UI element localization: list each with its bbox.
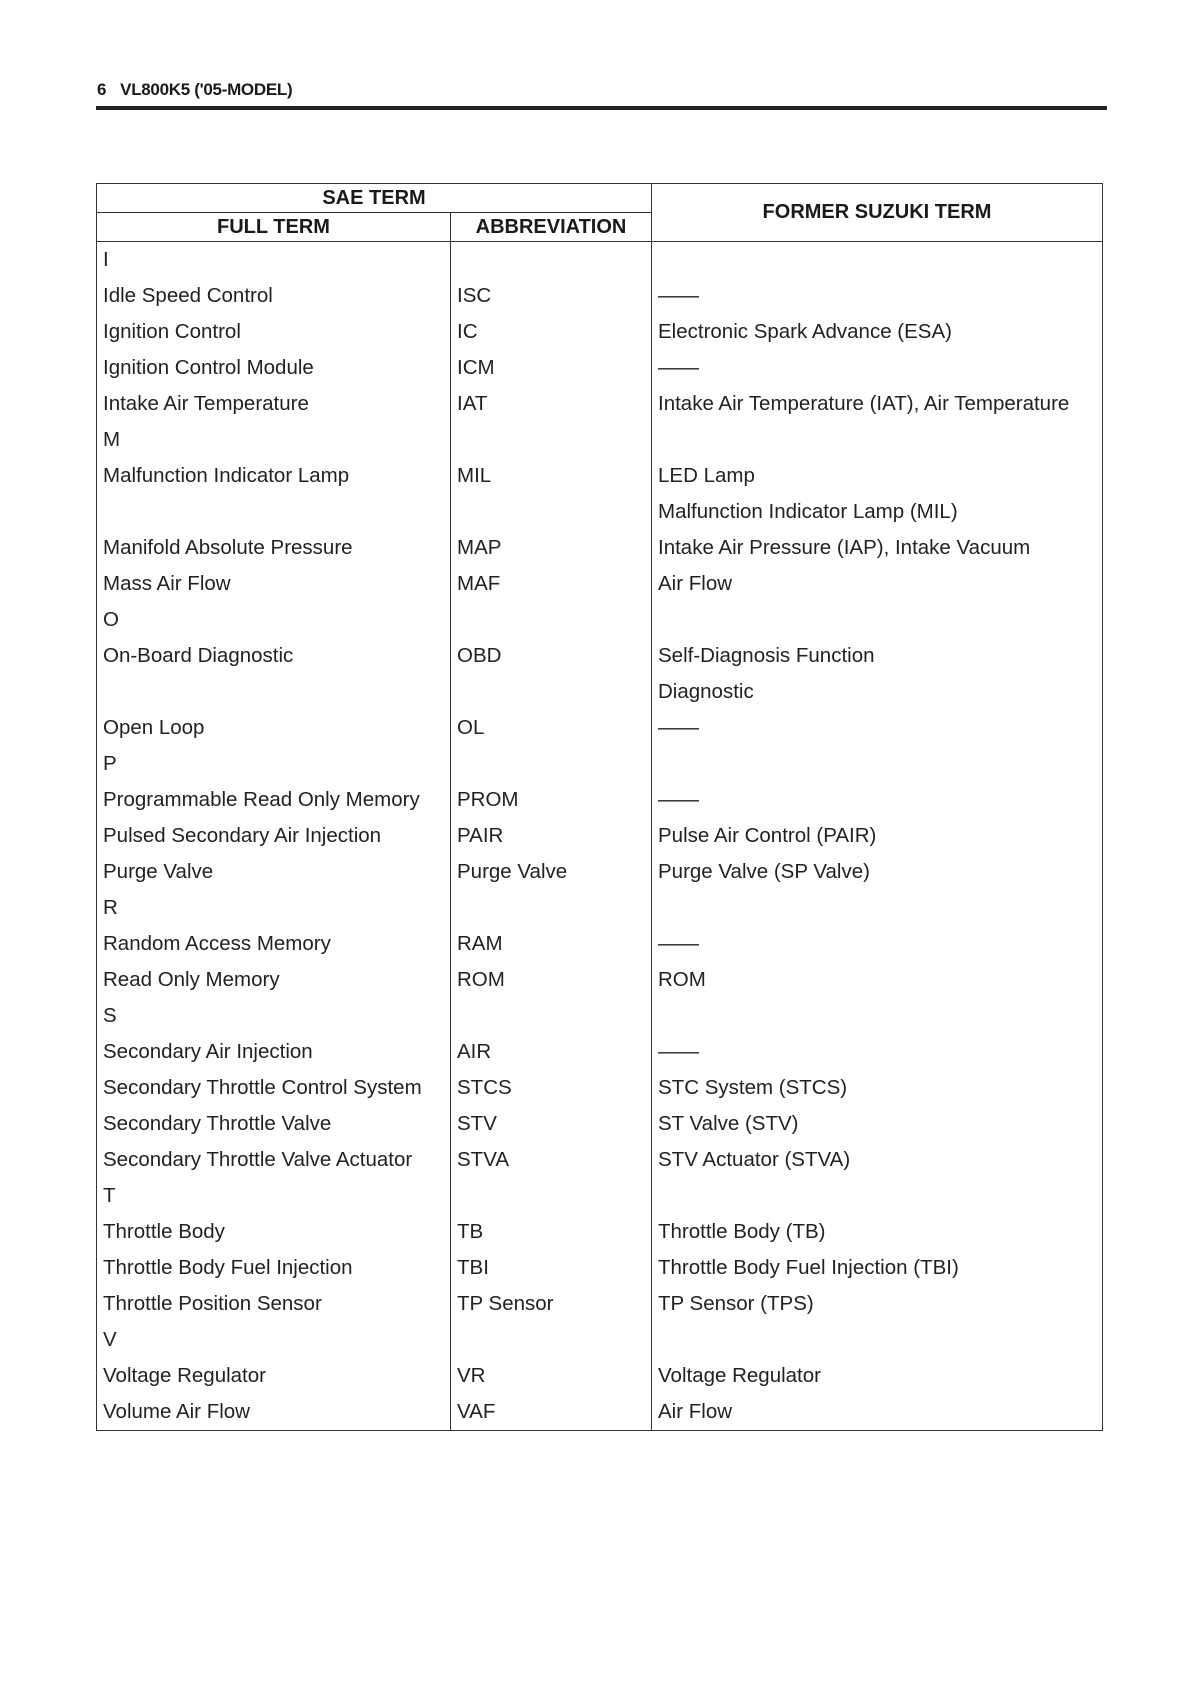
abbreviation-header: ABBREVIATION <box>451 213 652 242</box>
former-term-cell: —— <box>652 710 1103 746</box>
table-row <box>97 1178 1103 1214</box>
full-term-cell: Malfunction Indicator Lamp <box>97 458 451 494</box>
full-term-cell: Volume Air Flow <box>97 1394 451 1431</box>
table-row <box>97 1034 1103 1070</box>
former-term-cell: —— <box>652 278 1103 314</box>
abbreviation-cell: STCS <box>451 1070 652 1106</box>
full-term-cell: Secondary Throttle Valve Actuator <box>97 1142 451 1178</box>
full-term-cell: Secondary Throttle Valve <box>97 1106 451 1142</box>
table-row <box>97 962 1103 998</box>
former-term-cell <box>652 242 1103 279</box>
abbreviation-cell: TB <box>451 1214 652 1250</box>
abbreviation-cell <box>451 674 652 710</box>
abbreviation-cell: VAF <box>451 1394 652 1431</box>
table-row <box>97 674 1103 710</box>
table-row <box>97 746 1103 782</box>
abbreviation-cell: RAM <box>451 926 652 962</box>
model-title: VL800K5 ('05-MODEL) <box>120 80 293 99</box>
full-term-cell: Throttle Body Fuel Injection <box>97 1250 451 1286</box>
abbreviation-cell: OL <box>451 710 652 746</box>
abbreviation-cell <box>451 494 652 530</box>
abbreviation-cell: MIL <box>451 458 652 494</box>
table-row <box>97 782 1103 818</box>
header-rule <box>96 106 1107 110</box>
abbreviation-cell <box>451 746 652 782</box>
former-term-cell: Air Flow <box>652 566 1103 602</box>
table-row <box>97 818 1103 854</box>
former-term-cell: LED Lamp <box>652 458 1103 494</box>
abbreviation-cell: PAIR <box>451 818 652 854</box>
abbreviation-cell: MAP <box>451 530 652 566</box>
full-term-cell: R <box>97 890 451 926</box>
full-term-cell: Random Access Memory <box>97 926 451 962</box>
table-row <box>97 1070 1103 1106</box>
full-term-header: FULL TERM <box>97 213 451 242</box>
abbreviation-cell: MAF <box>451 566 652 602</box>
former-term-cell: Air Flow <box>652 1394 1103 1431</box>
page-header <box>97 80 292 100</box>
table-row <box>97 998 1103 1034</box>
table-row <box>97 1322 1103 1358</box>
table-row <box>97 1250 1103 1286</box>
abbreviation-cell: VR <box>451 1358 652 1394</box>
table-row <box>97 494 1103 530</box>
table-row <box>97 566 1103 602</box>
full-term-cell: M <box>97 422 451 458</box>
former-term-cell <box>652 422 1103 458</box>
former-term-cell: STC System (STCS) <box>652 1070 1103 1106</box>
table-row <box>97 926 1103 962</box>
full-term-cell: On-Board Diagnostic <box>97 638 451 674</box>
full-term-cell: I <box>97 242 451 279</box>
full-term-cell: Throttle Position Sensor <box>97 1286 451 1322</box>
former-term-cell <box>652 746 1103 782</box>
full-term-cell: O <box>97 602 451 638</box>
full-term-cell: Manifold Absolute Pressure <box>97 530 451 566</box>
abbreviation-cell: IAT <box>451 386 652 422</box>
table-body <box>97 242 1103 1431</box>
abbreviation-cell: AIR <box>451 1034 652 1070</box>
full-term-cell: Secondary Throttle Control System <box>97 1070 451 1106</box>
full-term-cell: Intake Air Temperature <box>97 386 451 422</box>
former-term-cell: ST Valve (STV) <box>652 1106 1103 1142</box>
full-term-cell: Ignition Control Module <box>97 350 451 386</box>
former-term-cell: Intake Air Pressure (IAP), Intake Vacuum <box>652 530 1103 566</box>
full-term-cell: V <box>97 1322 451 1358</box>
sae-term-header: SAE TERM <box>97 184 652 213</box>
full-term-cell: Throttle Body <box>97 1214 451 1250</box>
abbreviation-cell <box>451 1322 652 1358</box>
abbreviation-cell: TBI <box>451 1250 652 1286</box>
abbreviation-cell: STVA <box>451 1142 652 1178</box>
former-term-cell: —— <box>652 350 1103 386</box>
former-term-cell: —— <box>652 782 1103 818</box>
full-term-cell: T <box>97 1178 451 1214</box>
abbreviation-cell: IC <box>451 314 652 350</box>
former-term-cell: Throttle Body Fuel Injection (TBI) <box>652 1250 1103 1286</box>
table-row <box>97 1358 1103 1394</box>
table-row <box>97 350 1103 386</box>
former-term-cell: Diagnostic <box>652 674 1103 710</box>
full-term-cell: Programmable Read Only Memory <box>97 782 451 818</box>
terms-table <box>96 183 1103 1431</box>
abbreviation-cell: ICM <box>451 350 652 386</box>
full-term-cell: Idle Speed Control <box>97 278 451 314</box>
table-row <box>97 1214 1103 1250</box>
full-term-cell: Read Only Memory <box>97 962 451 998</box>
table-row <box>97 422 1103 458</box>
table-row <box>97 278 1103 314</box>
abbreviation-cell <box>451 602 652 638</box>
former-term-cell: —— <box>652 926 1103 962</box>
abbreviation-cell: ROM <box>451 962 652 998</box>
former-term-cell: Intake Air Temperature (IAT), Air Temperature <box>652 386 1103 422</box>
table-row <box>97 386 1103 422</box>
abbreviation-cell <box>451 890 652 926</box>
abbreviation-cell <box>451 1178 652 1214</box>
former-term-cell <box>652 1178 1103 1214</box>
former-term-cell: Voltage Regulator <box>652 1358 1103 1394</box>
full-term-cell: Purge Valve <box>97 854 451 890</box>
former-term-cell: Self-Diagnosis Function <box>652 638 1103 674</box>
former-term-cell: Pulse Air Control (PAIR) <box>652 818 1103 854</box>
former-term-cell: —— <box>652 1034 1103 1070</box>
table-row <box>97 710 1103 746</box>
abbreviation-cell: ISC <box>451 278 652 314</box>
table-row <box>97 1142 1103 1178</box>
former-suzuki-term-header: FORMER SUZUKI TERM <box>652 184 1103 242</box>
abbreviation-cell: OBD <box>451 638 652 674</box>
former-term-cell: TP Sensor (TPS) <box>652 1286 1103 1322</box>
former-term-cell <box>652 602 1103 638</box>
table-row <box>97 314 1103 350</box>
former-term-cell <box>652 998 1103 1034</box>
abbreviation-cell: PROM <box>451 782 652 818</box>
former-term-cell: ROM <box>652 962 1103 998</box>
full-term-cell: Ignition Control <box>97 314 451 350</box>
former-term-cell: Malfunction Indicator Lamp (MIL) <box>652 494 1103 530</box>
table-row <box>97 890 1103 926</box>
former-term-cell <box>652 890 1103 926</box>
table-row <box>97 1286 1103 1322</box>
table-head <box>97 184 1103 242</box>
abbreviation-cell <box>451 998 652 1034</box>
abbreviation-cell <box>451 242 652 279</box>
table-row <box>97 1106 1103 1142</box>
page-number: 6 <box>97 80 107 99</box>
former-term-cell: Purge Valve (SP Valve) <box>652 854 1103 890</box>
former-term-cell <box>652 1322 1103 1358</box>
table-row <box>97 638 1103 674</box>
table-row <box>97 1394 1103 1431</box>
full-term-cell <box>97 494 451 530</box>
full-term-cell: Mass Air Flow <box>97 566 451 602</box>
full-term-cell: P <box>97 746 451 782</box>
full-term-cell <box>97 674 451 710</box>
table-row <box>97 602 1103 638</box>
table-row <box>97 242 1103 279</box>
full-term-cell: Pulsed Secondary Air Injection <box>97 818 451 854</box>
table-row <box>97 530 1103 566</box>
table-row <box>97 458 1103 494</box>
former-term-cell: STV Actuator (STVA) <box>652 1142 1103 1178</box>
abbreviation-cell: TP Sensor <box>451 1286 652 1322</box>
full-term-cell: Voltage Regulator <box>97 1358 451 1394</box>
table-row <box>97 854 1103 890</box>
abbreviation-cell <box>451 422 652 458</box>
full-term-cell: S <box>97 998 451 1034</box>
full-term-cell: Open Loop <box>97 710 451 746</box>
abbreviation-cell: Purge Valve <box>451 854 652 890</box>
full-term-cell: Secondary Air Injection <box>97 1034 451 1070</box>
abbreviation-cell: STV <box>451 1106 652 1142</box>
former-term-cell: Throttle Body (TB) <box>652 1214 1103 1250</box>
former-term-cell: Electronic Spark Advance (ESA) <box>652 314 1103 350</box>
